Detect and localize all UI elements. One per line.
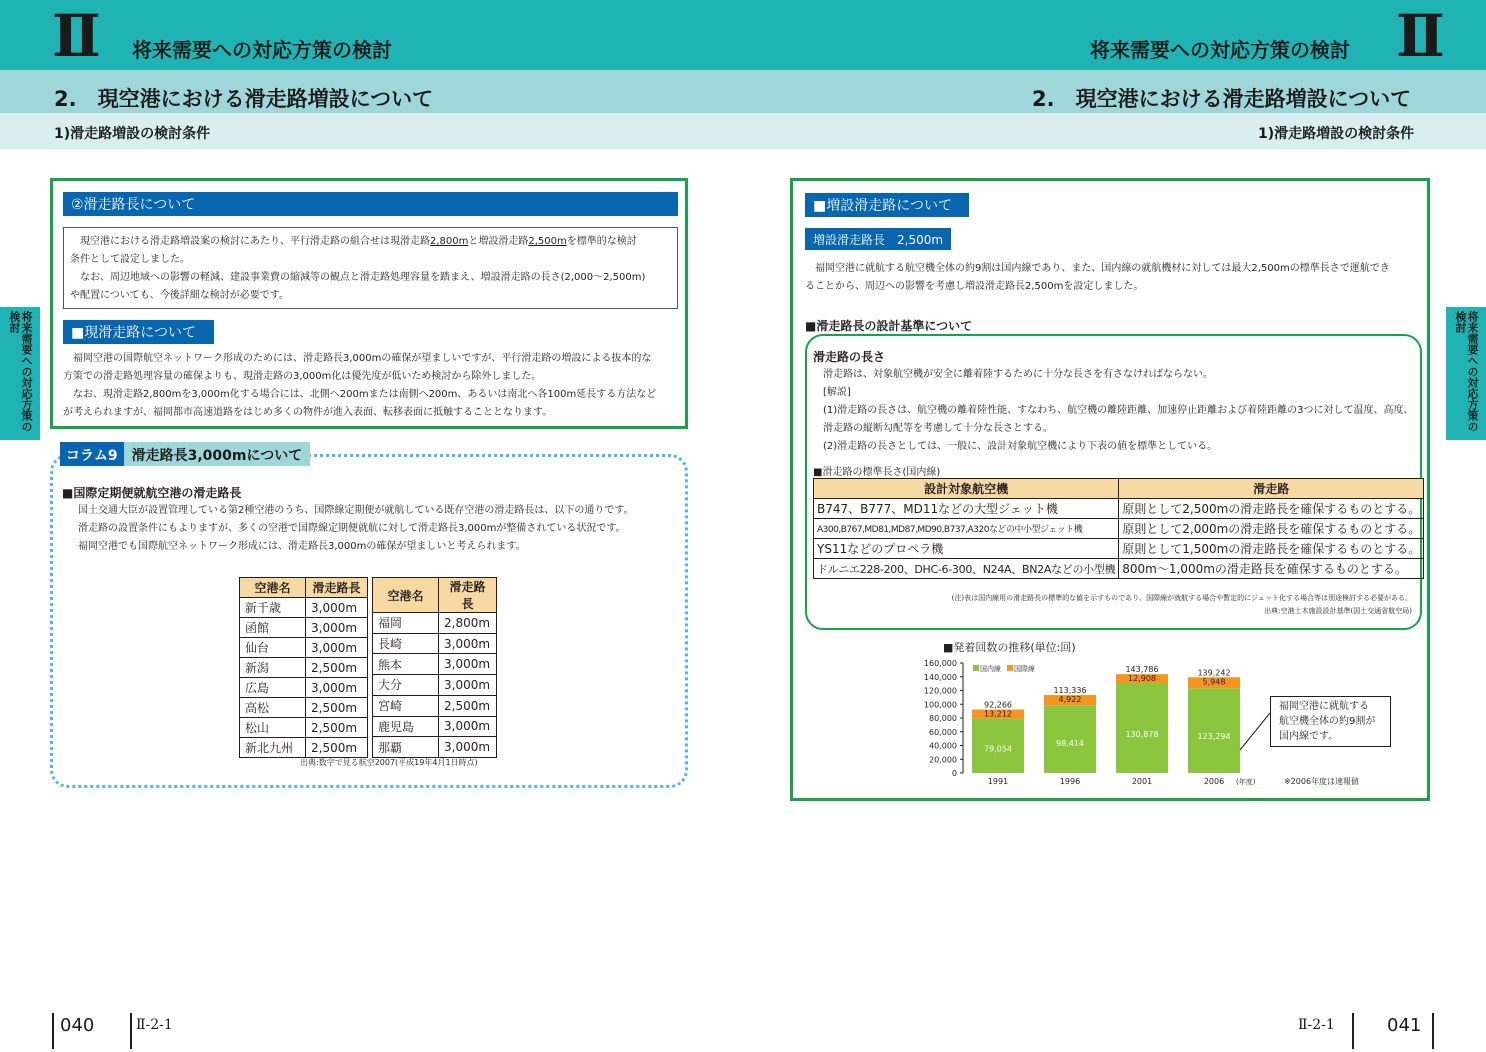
column-header [60, 442, 310, 466]
runway-length-p2: なお、周辺地域への影響の軽減、建設事業費の縮減等の観点と滑走路処理容量を踏まえ、増設滑走路の長さ(2,000～2,500m) [80, 272, 646, 283]
side-tab-right [1446, 307, 1486, 440]
runway-length-p1 [70, 233, 671, 251]
runway-length-heading: ②滑走路長について [63, 192, 678, 216]
table-row [240, 678, 368, 698]
y-tick-label: 60,000 [929, 727, 957, 737]
callout-line: 国内線です。 [1279, 731, 1339, 742]
column-tag: コラム9 [60, 442, 124, 466]
callout-line: 福岡空港に就航する [1279, 701, 1369, 712]
bar-total-label: 113,336 [1053, 686, 1087, 696]
x-axis-label: (年度) [1236, 778, 1256, 786]
table-row [373, 716, 497, 737]
design-box [805, 334, 1422, 630]
y-tick-label: 80,000 [929, 714, 957, 723]
airport-table-right [372, 577, 497, 758]
side-tab-label: 将来需要への対応方策の検討 [1454, 311, 1479, 432]
table-row [240, 738, 368, 758]
airport-name: 熊本 [373, 654, 439, 675]
column-l3: 福岡空港でも国際航空ネットワーク形成には、滑走路長3,000mの確保が望ましいと考えられます。 [78, 541, 526, 552]
page-ref-left [136, 1017, 173, 1033]
subsection-title-right: 1)滑走路増設の検討条件 [1258, 126, 1415, 142]
text: 現空港における滑走路増設案の検討にあたり、平行滑走路の組合せは現滑走路 [80, 236, 430, 247]
y-tick-label: 20,000 [929, 755, 957, 765]
bar-label-domestic: 98,414 [1056, 738, 1084, 748]
table-row [373, 654, 497, 675]
runway-standard: 原則として2,000mの滑走路長を確保するものとする。 [1119, 519, 1424, 539]
bar-total-label: 139,242 [1197, 668, 1231, 678]
legend-label-international: 国際線 [1014, 665, 1035, 673]
airport-name: 長崎 [373, 633, 439, 654]
ref-roman: Ⅱ [1298, 1017, 1308, 1033]
bar-label-international: 12,908 [1128, 674, 1156, 684]
airport-tables [239, 577, 497, 758]
design-l2: [解説] [823, 387, 851, 398]
bar-total-label: 143,786 [1125, 665, 1159, 675]
current-runway-l1: 福岡空港の国際航空ネットワーク形成のためには、滑走路長3,000mの確保が望ましいですが、平行滑走路の増設による抜本的な [73, 353, 652, 364]
table-row [814, 519, 1424, 539]
bar-label-international: 13,212 [984, 709, 1012, 719]
bar-domestic [1188, 688, 1240, 773]
table-row [240, 638, 368, 658]
extra-l2: ることから、周辺への影響を考慮し増設滑走路長2,500mを設定しました。 [805, 281, 1144, 292]
runway-length: 2,800m [439, 613, 497, 634]
std-source: 出典:空港土木施設設計基準(国土交通省航空局) [1264, 607, 1412, 615]
extra-l1: 福岡空港に就航する航空機全体の約9割は国内線であり、また、国内線の就航機材に対しては最大2,500mの標準長さで運航でき [815, 263, 1390, 274]
table-row [373, 633, 497, 654]
design-heading: ■滑走路長の設計基準について [805, 319, 973, 333]
chapter-roman-right: Ⅱ [1396, 2, 1443, 70]
std-note: (注)表は国内線用の滑走路長の標準的な値を示すものであり、国際線が就航する場合や暫定的にジェット化する場合等は別途検討する必要がある。 [951, 594, 1412, 602]
ref-num: -2-1 [1307, 1017, 1335, 1033]
airport-name: 仙台 [240, 638, 306, 658]
new-length: 2,500m [528, 236, 567, 247]
page-ref-right [1298, 1017, 1335, 1033]
footer-rule [1352, 1013, 1354, 1049]
airport-name: 那覇 [373, 737, 439, 758]
callout-line: 航空機全体の約9割が [1279, 716, 1376, 727]
existing-length: 2,800m [430, 236, 469, 247]
airport-name: 福岡 [373, 613, 439, 634]
airport-name: 新千歳 [240, 598, 306, 618]
runway-standard: 800m～1,000mの滑走路長を確保するものとする。 [1119, 559, 1424, 579]
chart-title: ■発着回数の推移(単位:回) [943, 641, 1076, 654]
bar-label-domestic: 130,878 [1125, 730, 1159, 740]
extra-runway-text [805, 260, 1425, 296]
x-tick-label: 1996 [1059, 777, 1081, 786]
runway-length: 3,000m [439, 716, 497, 737]
runway-length: 2,500m [306, 698, 368, 718]
x-tick-label: 2006 [1203, 777, 1225, 786]
bar-label-international: 5,948 [1202, 677, 1226, 687]
chapter-title-right: 将来需要への対応方策の検討 [1090, 38, 1350, 62]
design-l4: 滑走路の縦断勾配等を考慮して十分な長さとする。 [823, 423, 1053, 434]
subsection-title-left: 1)滑走路増設の検討条件 [54, 126, 211, 142]
airport-name: 高松 [240, 698, 306, 718]
col-aircraft: 設計対象航空機 [814, 479, 1119, 499]
table-row [373, 613, 497, 634]
runway-length: 2,500m [306, 718, 368, 738]
chapter-title-left: 将来需要への対応方策の検討 [132, 38, 392, 62]
table-row [373, 695, 497, 716]
table-row [240, 698, 368, 718]
col-airport: 空港名 [373, 578, 439, 613]
runway-length: 3,000m [306, 678, 368, 698]
y-tick-label: 40,000 [929, 741, 957, 751]
current-runway-text [63, 350, 683, 422]
bar-label-international: 4,922 [1058, 695, 1082, 705]
table-row [814, 539, 1424, 559]
runway-length-text-box [63, 227, 678, 309]
airport-table-source: 出典:数字で見る航空2007(平成19年4月1日時点) [300, 758, 478, 767]
page-number-left: 040 [60, 1015, 95, 1036]
runway-length: 3,000m [439, 675, 497, 696]
runway-length: 2,500m [439, 695, 497, 716]
design-text [823, 366, 1418, 456]
right-box [790, 178, 1430, 801]
bar-label-domestic: 79,054 [984, 744, 1012, 754]
runway-length-p2-cont: や配置についても、今後詳細な検討が必要です。 [70, 290, 289, 301]
runway-length-p1-cont: 条件として設定しました。 [70, 254, 190, 265]
y-tick-label: 100,000 [923, 700, 957, 710]
airport-table-left [239, 577, 368, 758]
page-number-right: 041 [1387, 1015, 1422, 1036]
table-row [240, 658, 368, 678]
aircraft-type: ドルニエ228-200、DHC-6-300、N24A、BN2Aなどの小型機 [814, 559, 1119, 579]
x-tick-label: 1991 [987, 777, 1009, 786]
table-row [240, 598, 368, 618]
runway-length: 3,000m [306, 618, 368, 638]
ref-roman: Ⅱ [136, 1017, 146, 1033]
airport-name: 函館 [240, 618, 306, 638]
runway-length: 3,000m [439, 633, 497, 654]
std-notes [952, 592, 1412, 618]
runway-length: 2,500m [306, 658, 368, 678]
current-runway-l2: 方策での滑走路処理容量の確保よりも、現滑走路の3,000m化は優先度が低いため検討から除外しました。 [63, 371, 542, 382]
aircraft-type: A300,B767,MD81,MD87,MD90,B737,A320などの中小型ジェット機 [814, 519, 1119, 539]
side-tab-label: 将来需要への対応方策の検討 [8, 311, 33, 432]
design-l3: (1)滑走路の長さは、航空機の離着陸性能、すなわち、航空機の離陸距離、加速停止距離および着陸距離の3つに対して温度、高度、 [823, 405, 1414, 416]
chapter-roman-left: Ⅱ [52, 2, 99, 70]
column-l1: 国土交通大臣が設置管理している第2種空港のうち、国際線定期便が就航している既存空港の滑走路長は、以下の通りです。 [78, 505, 634, 516]
airport-name: 新潟 [240, 658, 306, 678]
bar-domestic [1116, 683, 1168, 773]
footer-rule [1432, 1013, 1434, 1049]
design-box-title: 滑走路の長さ [813, 350, 886, 364]
aircraft-type: YS11などのプロペラ機 [814, 539, 1119, 559]
ref-num: -2-1 [145, 1017, 173, 1033]
current-runway-heading: ■現滑走路について [63, 320, 214, 344]
x-tick-label: 2001 [1131, 777, 1153, 786]
airport-name: 新北九州 [240, 738, 306, 758]
design-l1: 滑走路は、対象航空機が安全に離着陸するために十分な長さを有さなければならない。 [823, 369, 1213, 380]
chart-callout [1270, 696, 1391, 747]
runway-length: 3,000m [306, 598, 368, 618]
bar-total-label: 92,266 [984, 700, 1012, 710]
column-section-title: ■国際定期便就航空港の滑走路長 [62, 486, 242, 500]
chart-note: ※2006年度は速報値 [1284, 777, 1360, 786]
legend-swatch-domestic [973, 665, 979, 671]
side-tab-left [0, 307, 40, 440]
runway-length: 2,500m [306, 738, 368, 758]
callout-leader [1240, 713, 1270, 750]
airport-name: 鹿児島 [373, 716, 439, 737]
column-l2: 滑走路の設置条件にもよりますが、多くの空港で国際線定期便就航に対して滑走路長3,000mが整備されている状況です。 [78, 523, 626, 534]
col-airport: 空港名 [240, 578, 306, 598]
y-tick-label: 140,000 [923, 672, 957, 682]
column-text [78, 502, 678, 556]
extra-runway-length-label: 増設滑走路長 2,500m [805, 228, 951, 250]
table-row [814, 499, 1424, 519]
table-row [814, 559, 1424, 579]
bar-label-domestic: 123,294 [1197, 732, 1231, 742]
text: を標準的な検討 [566, 236, 637, 247]
legend-label-domestic: 国内線 [980, 665, 1001, 673]
runway-length: 3,000m [439, 654, 497, 675]
std-table [813, 478, 1424, 579]
runway-length: 3,000m [439, 737, 497, 758]
airport-name: 大分 [373, 675, 439, 696]
aircraft-type: B747、B777、MD11などの大型ジェット機 [814, 499, 1119, 519]
legend-swatch-international [1007, 665, 1013, 671]
airport-name: 広島 [240, 678, 306, 698]
y-tick-label: 160,000 [923, 659, 957, 668]
col-length: 滑走路長 [306, 578, 368, 598]
table-row [240, 618, 368, 638]
std-table-title: ■滑走路の標準長さ(国内線) [813, 467, 941, 478]
design-l5: (2)滑走路の長さとしては、一般に、設計対象航空機により下表の値を標準としている。 [823, 441, 1218, 452]
table-row [240, 718, 368, 738]
footer-rule [52, 1013, 54, 1049]
section-title-left: 2. 現空港における滑走路増設について [54, 87, 434, 111]
airport-name: 松山 [240, 718, 306, 738]
column-title: 滑走路長3,000mについて [124, 442, 311, 466]
table-row [373, 737, 497, 758]
table-row [373, 675, 497, 696]
col-runway: 滑走路 [1119, 479, 1424, 499]
y-tick-label: 120,000 [923, 686, 957, 696]
runway-length-box [50, 178, 688, 429]
runway-standard: 原則として1,500mの滑走路長を確保するものとする。 [1119, 539, 1424, 559]
runway-standard: 原則として2,500mの滑走路長を確保するものとする。 [1119, 499, 1424, 519]
footer-rule [130, 1013, 132, 1049]
extra-runway-heading: ■増設滑走路について [805, 193, 969, 217]
current-runway-l3: なお、現滑走路2,800mを3,000m化する場合には、北側へ200mまたは南側へ200m、あるいは南北へ各100m延長する方法など [73, 389, 657, 400]
section-title-right: 2. 現空港における滑走路増設について [1032, 87, 1412, 111]
text: と増設滑走路 [468, 236, 529, 247]
airport-name: 宮崎 [373, 695, 439, 716]
y-tick-label: 0 [951, 769, 957, 778]
runway-length: 3,000m [306, 638, 368, 658]
current-runway-l4: が考えられますが、福岡都市高速道路をはじめ多くの物件が進入表面、転移表面に抵触することとなります。 [63, 407, 553, 418]
col-length: 滑走路長 [439, 578, 497, 613]
